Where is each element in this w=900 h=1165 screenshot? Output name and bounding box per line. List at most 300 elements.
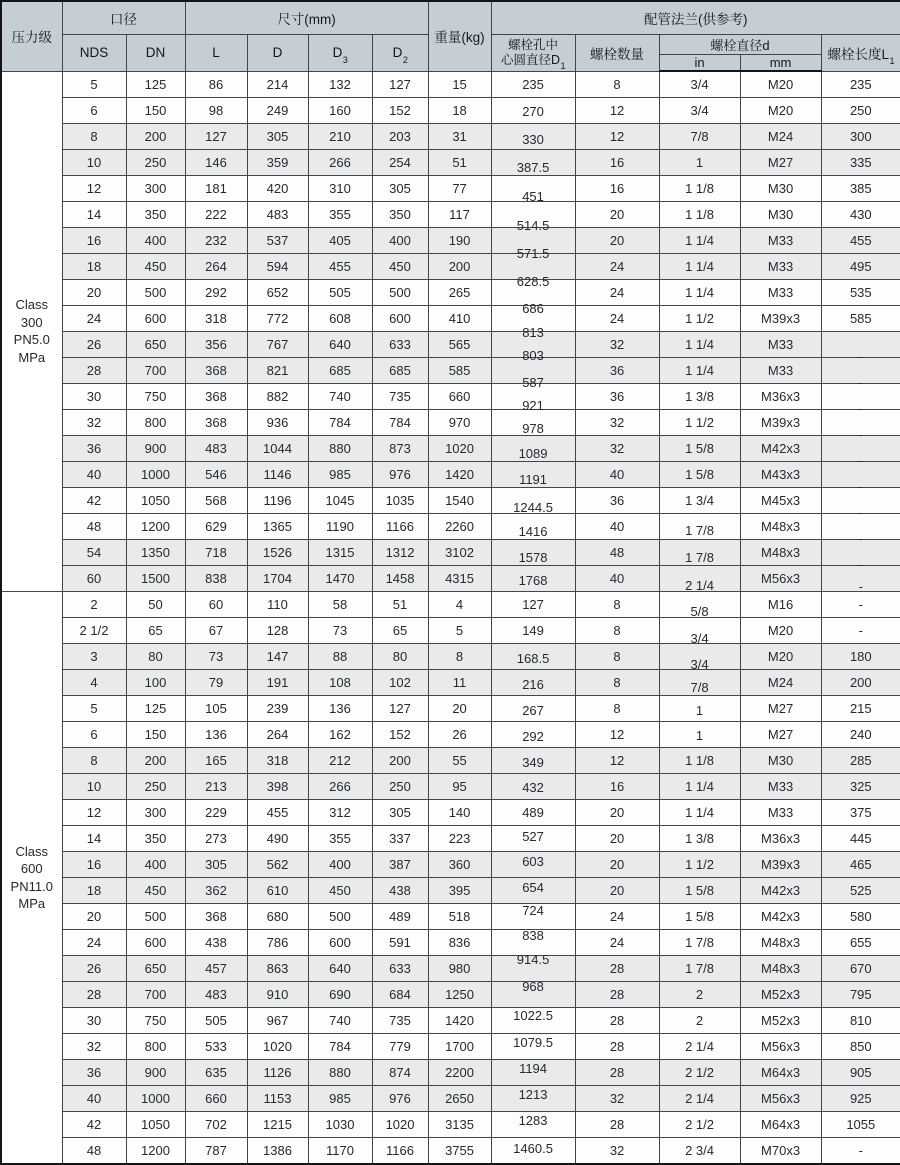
header-row-groups <box>1 1 900 34</box>
col-header-d <box>247 34 308 71</box>
table-row <box>1 514 900 540</box>
cell: 1035 <box>372 488 428 514</box>
table-header <box>1 1 900 71</box>
cell: M30 <box>740 202 821 228</box>
cell: 1153 <box>247 1086 308 1112</box>
cell: M20 <box>740 644 821 670</box>
cell: - <box>821 332 900 358</box>
cell: 905 <box>821 1060 900 1086</box>
cell: 767 <box>247 332 308 358</box>
col-label: D <box>332 45 343 60</box>
cell: 1 1/8 <box>659 202 740 228</box>
cell: 265 <box>428 280 491 306</box>
cell: 430 <box>821 202 900 228</box>
cell: 600 <box>308 930 372 956</box>
cell: 1 7/8 <box>659 514 740 540</box>
cell: 285 <box>821 748 900 774</box>
table-row <box>1 748 900 774</box>
cell: 20 <box>575 878 659 904</box>
cell: 450 <box>372 254 428 280</box>
cell: 900 <box>126 1060 185 1086</box>
cell: 1 5/8 <box>659 904 740 930</box>
cell: 136 <box>308 696 372 722</box>
cell: 1215 <box>247 1112 308 1138</box>
cell: 200 <box>126 124 185 150</box>
cell: 1350 <box>126 540 185 566</box>
cell: M20 <box>740 71 821 98</box>
cell: 914.5 <box>491 956 575 982</box>
cell: 132 <box>308 71 372 98</box>
cell: 65 <box>126 618 185 644</box>
cell: 608 <box>308 306 372 332</box>
cell: 850 <box>821 1034 900 1060</box>
cell: 117 <box>428 202 491 228</box>
cell: 7/8 <box>659 670 740 696</box>
table-row <box>1 358 900 384</box>
cell: 685 <box>372 358 428 384</box>
cell: 1020 <box>428 436 491 462</box>
cell: 229 <box>185 800 247 826</box>
cell: 810 <box>821 1008 900 1034</box>
cell: 8 <box>62 748 126 774</box>
cell: 633 <box>372 956 428 982</box>
cell: 250 <box>372 774 428 800</box>
cell: 1044 <box>247 436 308 462</box>
cell: 250 <box>821 98 900 124</box>
cell: 1170 <box>308 1138 372 1165</box>
cell: 26 <box>62 332 126 358</box>
cell: 12 <box>575 722 659 748</box>
table-row <box>1 71 900 98</box>
cell: 215 <box>821 696 900 722</box>
cell: 527 <box>491 826 575 852</box>
cell: 1 1/4 <box>659 800 740 826</box>
cell: M27 <box>740 722 821 748</box>
cell: 803 <box>491 332 575 358</box>
cell: 350 <box>372 202 428 228</box>
cell: 450 <box>308 878 372 904</box>
cell: 1 1/4 <box>659 254 740 280</box>
cell: 562 <box>247 852 308 878</box>
cell: 8 <box>62 124 126 150</box>
cell: 5/8 <box>659 592 740 618</box>
cell: 660 <box>185 1086 247 1112</box>
cell: 398 <box>247 774 308 800</box>
cell: 1166 <box>372 1138 428 1165</box>
cell: 821 <box>247 358 308 384</box>
cell: 4315 <box>428 566 491 592</box>
cell: 127 <box>491 592 575 618</box>
cell: 610 <box>247 878 308 904</box>
cell: M52x3 <box>740 982 821 1008</box>
table-row <box>1 332 900 358</box>
cell: 900 <box>126 436 185 462</box>
cell: 24 <box>575 930 659 956</box>
cell: 600 <box>372 306 428 332</box>
cell: 2 3/4 <box>659 1138 740 1165</box>
cell: 2 <box>62 592 126 618</box>
cell: 54 <box>62 540 126 566</box>
cell: M39x3 <box>740 410 821 436</box>
cell: 750 <box>126 384 185 410</box>
cell: 305 <box>372 800 428 826</box>
cell: 537 <box>247 228 308 254</box>
cell: 359 <box>247 150 308 176</box>
cell: M30 <box>740 748 821 774</box>
table-row <box>1 384 900 410</box>
cell: 32 <box>575 410 659 436</box>
cell: 73 <box>185 644 247 670</box>
cell: 30 <box>62 384 126 410</box>
cell: 420 <box>247 176 308 202</box>
cell: 4 <box>62 670 126 696</box>
cell: M48x3 <box>740 540 821 566</box>
cell: 450 <box>126 254 185 280</box>
cell: 3102 <box>428 540 491 566</box>
cell: M27 <box>740 696 821 722</box>
cell: 12 <box>575 98 659 124</box>
cell: - <box>821 514 900 540</box>
cell: 652 <box>247 280 308 306</box>
cell: 1000 <box>126 462 185 488</box>
cell: 10 <box>62 150 126 176</box>
cell: 200 <box>126 748 185 774</box>
cell: 20 <box>575 228 659 254</box>
cell: 1166 <box>372 514 428 540</box>
cell: 489 <box>491 800 575 826</box>
cell: 32 <box>575 436 659 462</box>
cell: 1 <box>659 150 740 176</box>
cell: 976 <box>372 1086 428 1112</box>
cell: 1 7/8 <box>659 930 740 956</box>
cell: - <box>821 618 900 644</box>
cell: 20 <box>575 852 659 878</box>
cell: 147 <box>247 644 308 670</box>
cell: 455 <box>247 800 308 826</box>
cell: 325 <box>821 774 900 800</box>
cell: 337 <box>372 826 428 852</box>
cell: 445 <box>821 826 900 852</box>
cell: 8 <box>575 71 659 98</box>
cell: 18 <box>62 878 126 904</box>
cell: M33 <box>740 358 821 384</box>
cell: 48 <box>62 514 126 540</box>
cell: 2 <box>659 1008 740 1034</box>
cell: 1470 <box>308 566 372 592</box>
col-header-mm: mm <box>740 54 821 71</box>
cell: 80 <box>372 644 428 670</box>
cell: 1050 <box>126 488 185 514</box>
cell: M42x3 <box>740 904 821 930</box>
cell: 635 <box>185 1060 247 1086</box>
cell: M56x3 <box>740 1034 821 1060</box>
cell: 14 <box>62 202 126 228</box>
cell: - <box>821 410 900 436</box>
cell: 690 <box>308 982 372 1008</box>
cell: 650 <box>126 956 185 982</box>
cell: 40 <box>62 462 126 488</box>
cell: 779 <box>372 1034 428 1060</box>
cell: 629 <box>185 514 247 540</box>
cell: 505 <box>308 280 372 306</box>
cell: 349 <box>491 748 575 774</box>
table-row <box>1 98 900 124</box>
cell: 784 <box>308 1034 372 1060</box>
cell: 438 <box>185 930 247 956</box>
cell: 1416 <box>491 514 575 540</box>
cell: 239 <box>247 696 308 722</box>
cell: 335 <box>821 150 900 176</box>
cell: 968 <box>491 982 575 1008</box>
cell: 863 <box>247 956 308 982</box>
cell: 873 <box>372 436 428 462</box>
cell: 640 <box>308 332 372 358</box>
cell: 5 <box>62 71 126 98</box>
cell: 356 <box>185 332 247 358</box>
cell: 1200 <box>126 514 185 540</box>
cell: 3/4 <box>659 71 740 98</box>
cell: 350 <box>126 202 185 228</box>
cell: 40 <box>575 462 659 488</box>
cell: 30 <box>62 1008 126 1034</box>
cell: 483 <box>185 982 247 1008</box>
cell: 490 <box>247 826 308 852</box>
cell: 16 <box>575 774 659 800</box>
cell: 1 1/4 <box>659 228 740 254</box>
cell: 18 <box>62 254 126 280</box>
col-label-subscript: 2 <box>402 54 408 65</box>
col-header-weight: 重量(kg) <box>428 1 491 71</box>
cell: 1315 <box>308 540 372 566</box>
cell: 292 <box>491 722 575 748</box>
cell: - <box>821 566 900 592</box>
cell: 28 <box>575 956 659 982</box>
cell: 1196 <box>247 488 308 514</box>
cell: 42 <box>62 1112 126 1138</box>
cell: 355 <box>308 826 372 852</box>
cell: M42x3 <box>740 878 821 904</box>
cell: 5 <box>62 696 126 722</box>
cell: 1190 <box>308 514 372 540</box>
cell: 2 1/2 <box>659 1060 740 1086</box>
cell: 8 <box>428 644 491 670</box>
cell: 3/4 <box>659 98 740 124</box>
cell: 925 <box>821 1086 900 1112</box>
cell: 305 <box>247 124 308 150</box>
cell: 6 <box>62 722 126 748</box>
cell: 305 <box>372 176 428 202</box>
table-row <box>1 228 900 254</box>
cell: M24 <box>740 670 821 696</box>
cell: 7/8 <box>659 124 740 150</box>
cell: 1045 <box>308 488 372 514</box>
table-row <box>1 1060 900 1086</box>
cell: 36 <box>575 384 659 410</box>
cell: 1460.5 <box>491 1138 575 1165</box>
cell: M48x3 <box>740 930 821 956</box>
cell: 585 <box>821 306 900 332</box>
cell: 222 <box>185 202 247 228</box>
cell: 264 <box>247 722 308 748</box>
cell: 680 <box>247 904 308 930</box>
col-header-bolt-qty: 螺栓数量 <box>575 34 659 71</box>
cell: 12 <box>62 800 126 826</box>
cell: 724 <box>491 904 575 930</box>
cell: 1768 <box>491 566 575 592</box>
cell: 24 <box>575 904 659 930</box>
col-header-pressure-class: 压力级 <box>1 1 62 71</box>
col-header-d3 <box>308 34 372 71</box>
table-row <box>1 1008 900 1034</box>
cell: 1022.5 <box>491 1008 575 1034</box>
cell: 2650 <box>428 1086 491 1112</box>
cell: 600 <box>126 306 185 332</box>
cell: 451 <box>491 176 575 202</box>
d1-header-line2: 心圆直径$D_1$ <box>501 52 566 71</box>
cell: 628.5 <box>491 254 575 280</box>
cell: M30 <box>740 176 821 202</box>
cell: 28 <box>62 358 126 384</box>
cell: 200 <box>821 670 900 696</box>
cell: 32 <box>575 1138 659 1165</box>
cell: 24 <box>575 254 659 280</box>
cell: 685 <box>308 358 372 384</box>
cell: 216 <box>491 670 575 696</box>
cell: 28 <box>62 982 126 1008</box>
cell: 740 <box>308 384 372 410</box>
cell: - <box>821 384 900 410</box>
cell: 838 <box>185 566 247 592</box>
cell: 1020 <box>372 1112 428 1138</box>
table-row <box>1 1086 900 1112</box>
cell: 640 <box>308 956 372 982</box>
cell: 518 <box>428 904 491 930</box>
cell: 160 <box>308 98 372 124</box>
cell: 28 <box>575 1112 659 1138</box>
cell: 1000 <box>126 1086 185 1112</box>
cell: 375 <box>821 800 900 826</box>
cell: M48x3 <box>740 514 821 540</box>
cell: 1 7/8 <box>659 956 740 982</box>
cell: 2 1/2 <box>62 618 126 644</box>
cell: M45x3 <box>740 488 821 514</box>
cell: M56x3 <box>740 566 821 592</box>
cell: 50 <box>126 592 185 618</box>
cell: 150 <box>126 98 185 124</box>
table-row <box>1 592 900 618</box>
cell: 660 <box>428 384 491 410</box>
table-row <box>1 852 900 878</box>
cell: 8 <box>575 670 659 696</box>
pressure-class-label: Class 600 PN11.0 MPa <box>1 592 62 1165</box>
cell: 203 <box>372 124 428 150</box>
cell: 882 <box>247 384 308 410</box>
cell: - <box>821 488 900 514</box>
cell: - <box>821 592 900 618</box>
cell: 51 <box>372 592 428 618</box>
cell: 266 <box>308 774 372 800</box>
cell: M39x3 <box>740 306 821 332</box>
cell: M33 <box>740 228 821 254</box>
table-row <box>1 982 900 1008</box>
cell: 1 1/8 <box>659 176 740 202</box>
cell: 1 1/8 <box>659 748 740 774</box>
table-row <box>1 1034 900 1060</box>
cell: 1 1/4 <box>659 774 740 800</box>
cell: 6 <box>62 98 126 124</box>
cell: 128 <box>247 618 308 644</box>
cell: 438 <box>372 878 428 904</box>
cell: 787 <box>185 1138 247 1165</box>
cell: 1 5/8 <box>659 462 740 488</box>
cell: 58 <box>308 592 372 618</box>
cell: M43x3 <box>740 462 821 488</box>
cell: 400 <box>126 228 185 254</box>
table-row <box>1 670 900 696</box>
cell: 1146 <box>247 462 308 488</box>
cell: 270 <box>491 98 575 124</box>
cell: 8 <box>575 644 659 670</box>
cell: M33 <box>740 332 821 358</box>
cell: 362 <box>185 878 247 904</box>
cell: 214 <box>247 71 308 98</box>
cell: 1 1/4 <box>659 358 740 384</box>
cell: 385 <box>821 176 900 202</box>
cell: 191 <box>247 670 308 696</box>
cell: 1213 <box>491 1086 575 1112</box>
cell: 149 <box>491 618 575 644</box>
cell: 267 <box>491 696 575 722</box>
cell: 450 <box>126 878 185 904</box>
cell: 800 <box>126 410 185 436</box>
cell: 587 <box>491 358 575 384</box>
cell: 48 <box>62 1138 126 1165</box>
cell: 718 <box>185 540 247 566</box>
cell: 136 <box>185 722 247 748</box>
cell: 368 <box>185 410 247 436</box>
cell: 368 <box>185 384 247 410</box>
cell: 591 <box>372 930 428 956</box>
cell: 16 <box>575 150 659 176</box>
table-row <box>1 254 900 280</box>
cell: 784 <box>372 410 428 436</box>
table-row <box>1 1112 900 1138</box>
cell: 350 <box>126 826 185 852</box>
cell: 51 <box>428 150 491 176</box>
cell: 786 <box>247 930 308 956</box>
cell: 95 <box>428 774 491 800</box>
cell: - <box>821 462 900 488</box>
cell: 200 <box>372 748 428 774</box>
cell: 387.5 <box>491 150 575 176</box>
d1-header-line1: 螺栓孔中 <box>508 37 559 52</box>
table-row <box>1 124 900 150</box>
cell: 190 <box>428 228 491 254</box>
table-row <box>1 696 900 722</box>
col-header-bore-group: 口径 <box>62 1 185 34</box>
cell: 152 <box>372 98 428 124</box>
cell: 140 <box>428 800 491 826</box>
cell: 740 <box>308 1008 372 1034</box>
cell: 700 <box>126 358 185 384</box>
cell: 3/4 <box>659 644 740 670</box>
table-row <box>1 410 900 436</box>
cell: 525 <box>821 878 900 904</box>
cell: 772 <box>247 306 308 332</box>
table-row <box>1 202 900 228</box>
cell: 750 <box>126 1008 185 1034</box>
cell: 152 <box>372 722 428 748</box>
